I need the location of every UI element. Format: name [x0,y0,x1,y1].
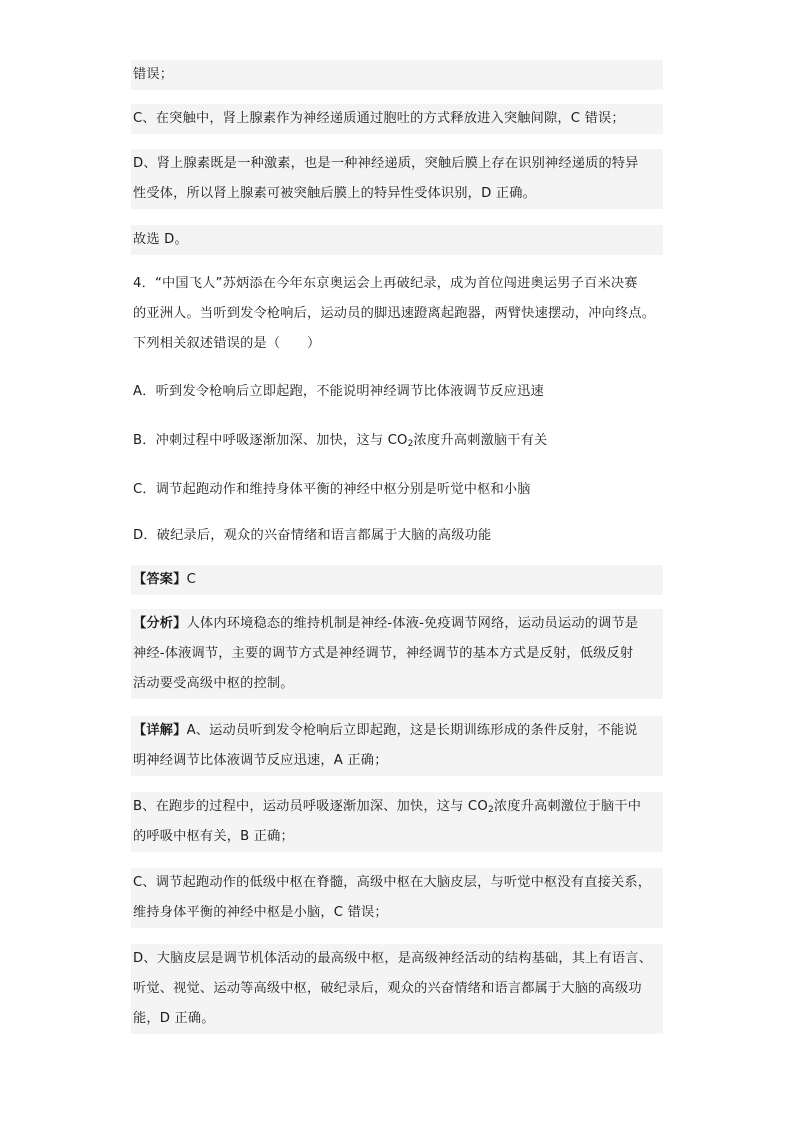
detail-d [131,944,663,1034]
answer-value: C [186,572,196,587]
option-c-text: C．调节起跑动作和维持身体平衡的神经中枢分别是听觉中枢和小脑 [133,482,531,497]
answer-section [131,565,663,595]
prev-option-d-explanation [131,149,663,209]
detail-b [131,792,663,852]
option-b-pre: B．冲刺过程中呼吸逐渐加深、加快，这与 CO [133,433,408,448]
option-b-subscript: 2 [407,439,414,449]
detail-d-line2: 听觉、视觉、运动等高级中枢，破纪录后，观众的兴奋情绪和语言都属于大脑的高级功 [133,981,642,996]
detail-b-subscript: 2 [487,805,494,815]
detail-label: 【详解】 [133,723,187,738]
question-4-line1: 4．“中国飞人”苏炳添在今年东京奥运会上再破纪录，成为首位闯进奥运男子百米决赛 [133,276,638,291]
analysis-section [131,609,663,699]
prev-final-choice [131,225,663,255]
question-4-line2: 的亚洲人。当听到发令枪响后，运动员的脚迅速蹬离起跑器，两臂快速摆动，冲向终点。 [133,306,656,321]
detail-b-pre: B、在跑步的过程中，运动员呼吸逐渐加深、加快，这与 CO [133,799,488,814]
option-b-post: 浓度升高刺激脑干有关 [413,433,548,448]
prev-option-c-text: C、在突触中，肾上腺素作为神经递质通过胞吐的方式释放进入突触间隙，C 错误； [133,111,625,126]
detail-c-line2: 维持身体平衡的神经中枢是小脑，C 错误； [133,905,388,920]
answer-label: 【答案】 [133,572,187,587]
prev-option-d-line2: 性受体，所以肾上腺素可被突触后膜上的特异性受体识别，D 正确。 [133,186,536,201]
prev-choice-text: 故选 D。 [133,232,188,247]
option-d-text: D．破纪录后，观众的兴奋情绪和语言都属于大脑的高级功能 [133,528,492,543]
detail-a-line1 [133,716,663,746]
detail-d-line3: 能，D 正确。 [133,1011,215,1026]
detail-c-line1: C、调节起跑动作的低级中枢在脊髓，高级中枢在大脑皮层，与听觉中枢没有直接关系， [133,875,652,890]
detail-d-line1: D、大脑皮层是调节机体活动的最高级中枢，是高级神经活动的结构基础，其上有语言、 [133,951,653,966]
analysis-line1 [133,609,663,639]
option-a-text: A．听到发令枪响后立即起跑，不能说明神经调节比体液调节反应迅速 [133,384,544,399]
prev-line-error: 错误； [133,67,174,82]
question-4-stem [131,269,663,359]
analysis-line2: 神经-体液调节，主要的调节方式是神经调节，神经调节的基本方式是反射，低级反射 [133,646,634,661]
analysis-text1: 人体内环境稳态的维持机制是神经-体液-免疫调节网络，运动员运动的调节是 [186,616,639,631]
detail-a-line2: 明神经调节比体液调节反应迅速，A 正确； [133,753,388,768]
analysis-label: 【分析】 [133,616,187,631]
detail-a [131,716,663,776]
prev-option-d-line1: D、肾上腺素既是一种激素，也是一种神经递质，突触后膜上存在识别神经递质的特异 [133,156,639,171]
detail-c [131,868,663,928]
prev-explanation-end [131,60,663,90]
question-4-option-c [131,475,663,505]
detail-b-line1 [133,792,663,822]
question-4-option-b [131,426,663,456]
question-4-option-d [131,521,663,551]
detail-a-text1: A、运动员听到发令枪响后立即起跑，这是长期训练形成的条件反射，不能说 [186,723,638,738]
option-b-text [133,426,663,456]
question-4-option-a [131,377,663,407]
analysis-line3: 活动要受高级中枢的控制。 [133,676,294,691]
answer-line [133,565,663,595]
detail-b-post: 浓度升高刺激位于脑干中 [493,799,642,814]
detail-b-line2: 的呼吸中枢有关，B 正确； [133,829,294,844]
question-4-line3: 下列相关叙述错误的是（ ） [133,336,321,351]
prev-option-c-explanation [131,104,663,134]
